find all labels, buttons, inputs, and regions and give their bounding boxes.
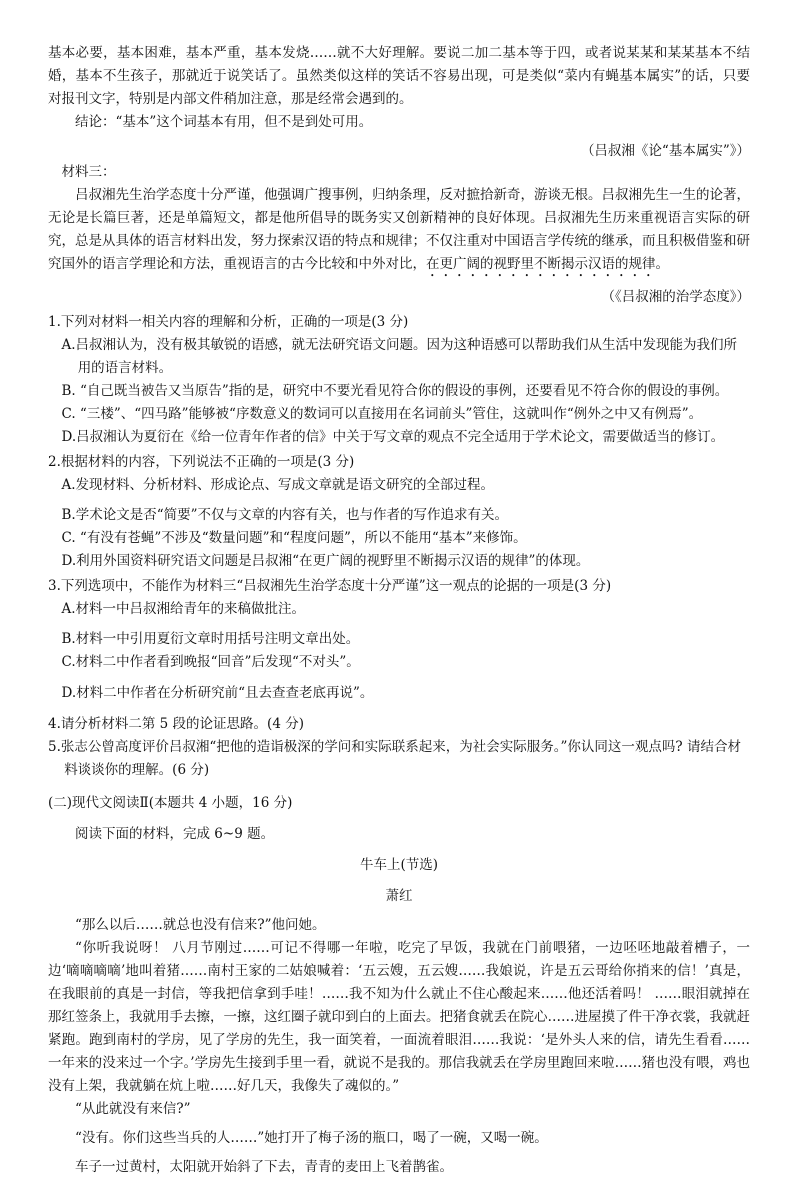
material3-paragraph	[48, 184, 750, 280]
question-2-option-b: B.学术论文是否“简要”不仅与文章的内容有关，也与作者的写作追求有关。	[61, 507, 509, 523]
question-1-option-d: D.吕叔湘认为夏衍在《给一位青年作者的信》中关于写文章的观点不完全适用于学术论文，需要做适当的修订。	[61, 429, 725, 445]
story-paragraph-1: “那么以后……就总也没有信来?”他问她。	[75, 917, 326, 933]
story-title: 牛车上(节选)	[359, 857, 439, 873]
material2-conclusion: 结论：“基本”这个词基本有用，但不是到处可用。	[75, 114, 373, 130]
question-2-option-a: A.发现材料、分析材料、形成论点、写成文章就是语文研究的全部过程。	[61, 477, 495, 493]
question-3-option-c: C.材料二中作者看到晚报“回音”后发现“不对头”。	[61, 654, 360, 670]
question-1-option-b: B. “自己既当被告又当原告”指的是，研究中不要光看见符合你的假设的事例，还要看见不符合你的假设的事例。	[61, 383, 729, 399]
question-1-option-a: A.吕叔湘认为，没有极其敏锐的语感，就无法研究语文问题。因为这种语感可以帮助我们从生活中发现能为我们所用的语言材料。	[61, 337, 738, 376]
material3-text-end: 。	[655, 256, 669, 272]
material2-closing-paragraph: 基本必要，基本困难，基本严重，基本发烧……就不大好理解。要说二加二基本等于四，或者说某某和某某基本不结婚，基本不生孩子，那就近于说笑话了。虽然类似这样的笑话不容易出现，可是类似“菜内有蝇基本属实”的话，只要对报刊文字，特别是内部文件稍加注意，那是经常会遇到的。	[48, 45, 750, 107]
section-2-heading: (二)现代文阅读Ⅱ(本题共 4 小题，16 分)	[48, 795, 293, 811]
story-author: 萧红	[385, 888, 413, 904]
question-1-option-c: C. “三楼”、“四马路”能够被“序数意义的数词可以直接用在名词前头”管住，这就叫作“例外之中又有例焉”。	[61, 406, 703, 422]
story-paragraph-5: 车子一过黄村，太阳就开始斜了下去，青青的麦田上飞着鹊雀。	[75, 1159, 453, 1175]
question-3-stem: 3.下列选项中，不能作为材料三“吕叔湘先生治学态度十分严谨”这一观点的论据的一项是(3 分)	[48, 578, 612, 594]
question-2-stem: 2.根据材料的内容，下列说法不正确的一项是(3 分)	[48, 454, 355, 470]
question-4-stem: 4.请分析材料二第 5 段的论证思路。(4 分)	[48, 716, 304, 732]
material2-source: （吕叔湘《论“基本属实”》）	[580, 143, 750, 159]
story-paragraph-3: “从此就没有来信?”	[75, 1101, 191, 1117]
question-3-option-a: A.材料一中吕叔湘给青年的来稿做批注。	[61, 601, 306, 617]
question-3-option-b: B.材料一中引用夏衍文章时用括号注明文章出处。	[61, 631, 360, 647]
document-page	[48, 42, 750, 1179]
question-3-option-d: D.材料二中作者在分析研究前“且去查查老底再说”。	[61, 685, 374, 701]
question-2-option-c: C. “有没有苍蝇”不涉及“数量问题”和“程度问题”，所以不能用“基本”来修饰。	[61, 530, 527, 546]
material3-label: 材料三：	[61, 164, 116, 180]
question-2-option-d: D.利用外国资料研究语文问题是吕叔湘“在更广阔的视野里不断揭示汉语的规律”的体现。	[61, 553, 590, 569]
section-2-instruction: 阅读下面的材料，完成 6~9 题。	[75, 826, 275, 842]
question-1-stem: 1.下列对材料一相关内容的理解和分析，正确的一项是(3 分)	[48, 314, 409, 330]
story-paragraph-2: “你听我说呀！ 八月节刚过……可记不得哪一年啦，吃完了早饭，我就在门前喂猪，一边呸呸地敲着槽子，一边‘嘀嘀嘀嘀’地叫着猪……南村王家的二姑娘喊着：‘五云嫂，五云嫂……我娘说，许是五云哥给你捎来的信！’真是，在我眼前的真是一封信，等我把信拿到手哇！……我不知为什么就止不住心酸起来……他还活着吗！ ……眼泪就掉在那红签条上，我就用手去擦，一擦，这红圈子就印到白的上面去。把猪食就丢在院心……进屋摸了件干净衣裳，我就赶紧跑。跑到南村的学房，见了学房的先生，我一面笑着，一面流着眼泪……我说：‘是外头人来的信，请先生看看……一年来的没来过一个字。’学房先生接到手里一看，就说不是我的。那信我就丢在学房里跑回来啦……猪也没有喂，鸡也没有上架，我就躺在炕上啦……好几天，我像失了魂似的。”	[48, 940, 750, 1094]
question-5-stem: 5.张志公曾高度评价吕叔湘“把他的造诣极深的学问和实际联系起来，为社会实际服务。”你认同这一观点吗? 请结合材料谈谈你的理解。(6 分)	[48, 739, 741, 778]
material3-source: （《吕叔湘的治学态度》）	[601, 289, 750, 305]
material3-text: 吕叔湘先生治学态度十分严谨，他强调广搜事例，归纳条理，反对摭拾新奇，游谈无根。吕叔湘先生一生的论著，无论是长篇巨著，还是单篇短文，都是他所倡导的既务实又创新精神的良好体现。吕叔湘先生历来重视语言实际的研究，总是从具体的语言材料出发，努力探索汉语的特点和规律；不仅注重对中国语言学传统的继承，而且积极借鉴和研究国外的语言学理论和方法，重视语言的古今比较和中外对比，	[48, 187, 750, 272]
material3-emphasized-text: 在更广阔的视野里不断揭示汉语的规律	[426, 256, 656, 272]
story-paragraph-4: “没有。你们这些当兵的人……”她打开了梅子汤的瓶口，喝了一碗，又喝一碗。	[75, 1130, 548, 1146]
